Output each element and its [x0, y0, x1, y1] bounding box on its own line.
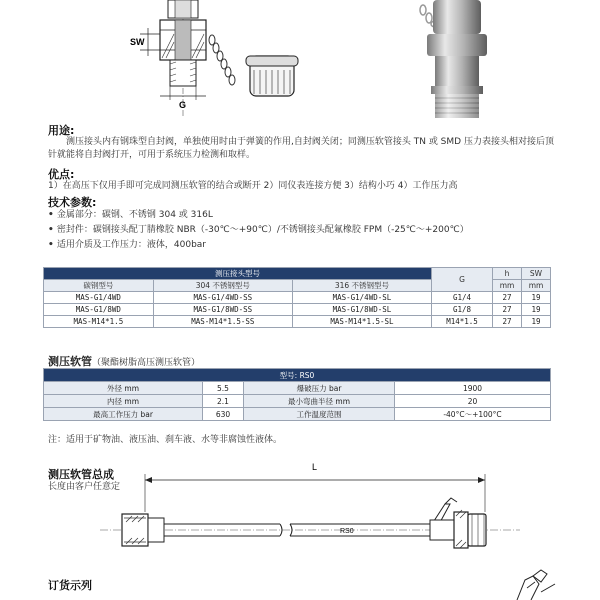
hose-model-header: 型号: RS0	[44, 369, 551, 382]
cell: MAS-M14*1.5	[44, 316, 154, 328]
hose-assembly-drawing	[100, 452, 520, 568]
cell: 内径 mm	[44, 395, 203, 408]
tech-title: 技术参数:	[48, 196, 97, 209]
spec-col-ss316: 316 不锈钢型号	[292, 280, 431, 292]
spec-group-header: 测压接头型号	[44, 268, 432, 280]
usage-title: 用途:	[48, 124, 75, 137]
cell: 19	[522, 316, 551, 328]
cell: MAS-M14*1.5-SS	[153, 316, 292, 328]
order-title: 订货示列	[48, 579, 92, 592]
cell: G1/4	[432, 292, 493, 304]
cell: -40°C～+100°C	[395, 408, 551, 421]
g-label: G	[179, 100, 187, 110]
cell: 27	[493, 304, 522, 316]
spec-col-ss304: 304 不锈钢型号	[153, 280, 292, 292]
spec-col-h: h	[493, 268, 522, 280]
cell: MAS-G1/8WD	[44, 304, 154, 316]
fitting-photo	[405, 0, 505, 118]
cell: MAS-M14*1.5-SL	[292, 316, 431, 328]
hose-note: 注：适用于矿物油、液压油、刹车液、水等非腐蚀性液体。	[48, 435, 283, 445]
spec-unit-sw: mm	[522, 280, 551, 292]
cell: 最小弯曲半径 mm	[244, 395, 395, 408]
table-row	[44, 395, 551, 408]
tech-item-metal: • 金属部分：碳钢、不锈钢 304 或 316L	[48, 209, 556, 222]
cell: 最高工作压力 bar	[44, 408, 203, 421]
cell: 27	[493, 316, 522, 328]
cell: 工作温度范围	[244, 408, 395, 421]
spec-col-carbon: 碳钢型号	[44, 280, 154, 292]
cell: 19	[522, 292, 551, 304]
table-row	[44, 292, 551, 304]
advantages-title: 优点:	[48, 168, 75, 181]
advantages-text: 1）在高压下仅用手即可完成同测压软管的结合或断开 2）同仪表连接方便 3）结构小巧 4）工作压力高	[48, 181, 458, 191]
cell: G1/8	[432, 304, 493, 316]
hose-heading	[48, 353, 200, 369]
hose-rs0-label: RS0	[340, 528, 354, 535]
cell: MAS-G1/8WD-SL	[292, 304, 431, 316]
sw-label: SW	[130, 37, 145, 47]
cell: 20	[395, 395, 551, 408]
hose-subtitle: （聚酯树脂高压测压软管）	[92, 358, 201, 368]
cell: 2.1	[203, 395, 244, 408]
cell: 1900	[395, 382, 551, 395]
table-row	[44, 408, 551, 421]
dimension-l-label: L	[312, 462, 318, 472]
cell: 5.5	[203, 382, 244, 395]
cell: MAS-G1/8WD-SS	[153, 304, 292, 316]
cell: 外径 mm	[44, 382, 203, 395]
spec-col-g: G	[432, 268, 493, 292]
cell: 爆破压力 bar	[244, 382, 395, 395]
hose-spec-table	[43, 368, 551, 421]
fitting-section-drawing	[120, 0, 250, 118]
table-row	[44, 304, 551, 316]
order-example-drawing	[505, 566, 565, 600]
table-row	[44, 382, 551, 395]
cell: MAS-G1/4WD-SL	[292, 292, 431, 304]
cell: 19	[522, 304, 551, 316]
cell: MAS-G1/4WD	[44, 292, 154, 304]
tech-item-seal: • 密封件：碳钢接头配丁腈橡胶 NBR（-30℃～+90℃）/不锈钢接头配氟橡胶 FPM（-25℃～+200℃）	[48, 224, 556, 237]
cell: 27	[493, 292, 522, 304]
dust-cap-drawing	[240, 38, 310, 106]
spec-unit-h: mm	[493, 280, 522, 292]
table-row	[44, 316, 551, 328]
tech-item-pressure: • 适用介质及工作压力：液体，400bar	[48, 239, 556, 252]
cell: MAS-G1/4WD-SS	[153, 292, 292, 304]
usage-text: 测压接头内有钢珠型自封阀，单独使用时由于弹簧的作用,自封阀关闭；同测压软管接头 TN 或 SMD 压力表接头相对接后顶针就能将自封阀打开，可用于系统压力检测和取样。	[48, 137, 554, 160]
cell: M14*1.5	[432, 316, 493, 328]
assembly-subtitle: 长度由客户任意定	[48, 482, 121, 492]
spec-col-sw: SW	[522, 268, 551, 280]
fitting-model-table	[43, 267, 551, 328]
hose-title: 测压软管	[48, 355, 92, 368]
assembly-title: 测压软管总成	[48, 468, 114, 481]
cell: 630	[203, 408, 244, 421]
